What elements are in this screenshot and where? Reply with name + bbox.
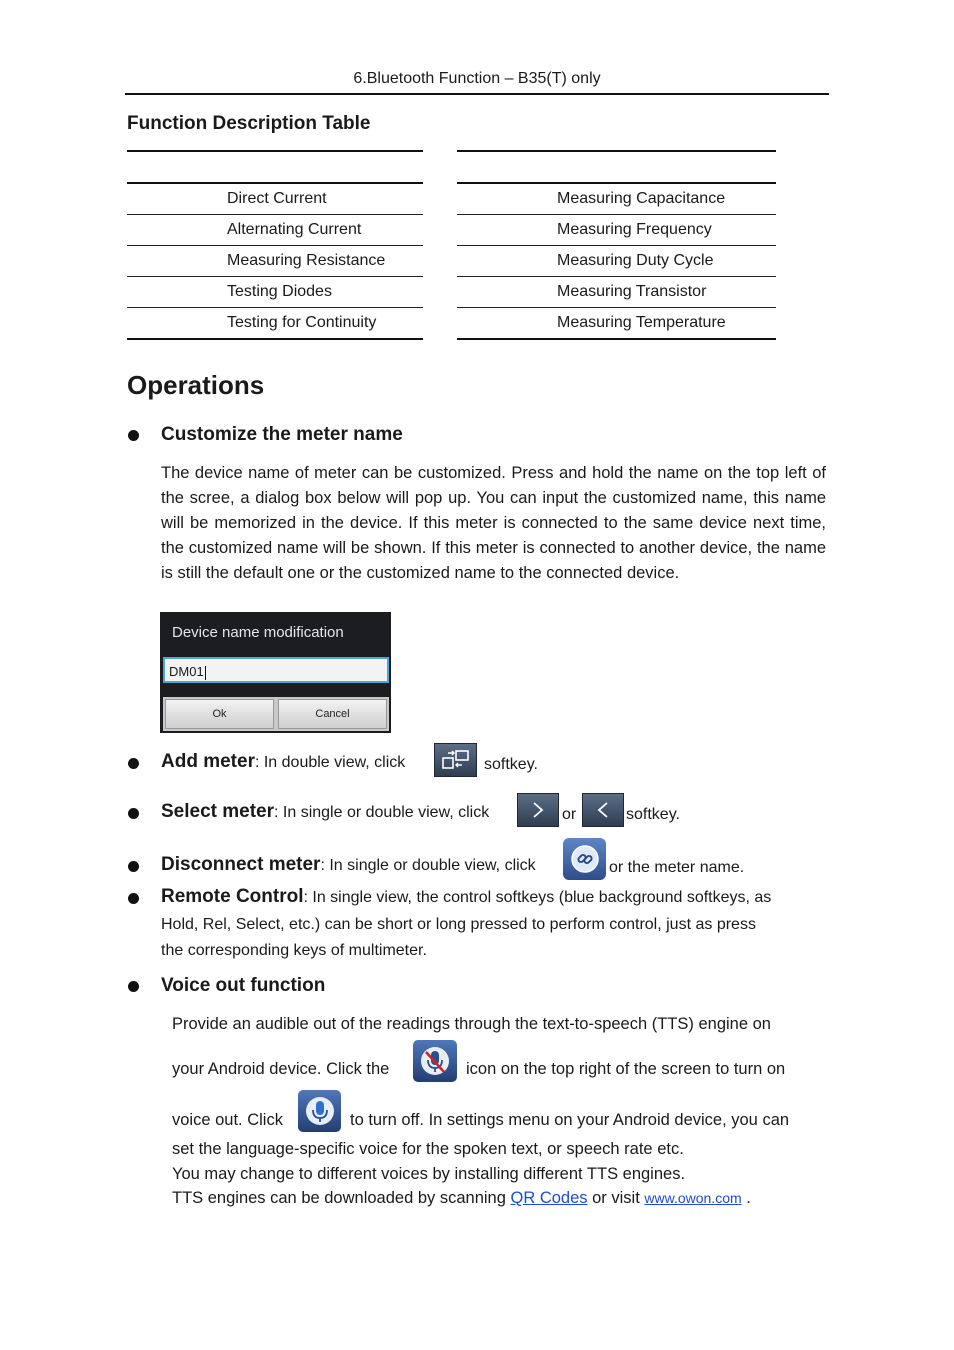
function-table-title: Function Description Table: [127, 113, 371, 134]
text-caret: [205, 666, 206, 680]
table-cell: Measuring Duty Cycle: [457, 246, 776, 277]
remote-control-text-3: the corresponding keys of multimeter.: [161, 942, 427, 959]
table-cell: Testing for Continuity: [127, 308, 423, 340]
select-meter-text: : In single or double view, click: [274, 804, 490, 821]
left-table-top-rule: [127, 150, 423, 152]
table-cell: Measuring Capacitance: [457, 183, 776, 215]
voice-out-text-3a: voice out. Click: [172, 1111, 283, 1129]
right-table-top-rule: [457, 150, 776, 152]
remote-control-text-1: : In single view, the control softkeys (blue background softkeys, as: [303, 889, 772, 906]
table-row: [457, 183, 776, 215]
table-row: [127, 308, 423, 340]
disconnect-meter-heading: Disconnect meter: [161, 854, 321, 875]
next-arrow-icon[interactable]: [517, 793, 559, 827]
bullet: [128, 758, 139, 769]
bullet: [128, 861, 139, 872]
table-cell: Measuring Frequency: [457, 215, 776, 246]
table-cell: Measuring Temperature: [457, 308, 776, 340]
qr-codes-link[interactable]: QR Codes: [510, 1189, 588, 1207]
bullet: [128, 893, 139, 904]
select-meter-heading: Select meter: [161, 801, 275, 822]
owon-website-link[interactable]: www.owon.com: [644, 1190, 742, 1206]
operations-heading: Operations: [127, 370, 265, 400]
voice-out-text-5: You may change to different voices by installing different TTS engines.: [172, 1165, 686, 1183]
add-meter-text: : In double view, click: [254, 754, 406, 771]
prev-arrow-icon[interactable]: [582, 793, 624, 827]
function-table-right: [457, 182, 776, 340]
table-row: [127, 183, 423, 215]
table-row: [127, 246, 423, 277]
select-meter-or: or: [562, 806, 577, 823]
period-text: .: [746, 1189, 751, 1207]
table-cell: Alternating Current: [127, 215, 423, 246]
voice-out-heading: Voice out function: [161, 975, 326, 996]
customize-heading: Customize the meter name: [161, 424, 403, 445]
disconnect-meter-suffix: or the meter name.: [609, 859, 745, 876]
voice-out-text-6: [172, 1189, 751, 1208]
voice-out-text-2a: your Android device. Click the: [172, 1060, 390, 1078]
table-row: [457, 246, 776, 277]
table-row: [457, 215, 776, 246]
voice-out-text-1: Provide an audible out of the readings through the text-to-speech (TTS) engine on: [172, 1015, 771, 1033]
header-rule: [125, 93, 829, 95]
bluetooth-link-icon[interactable]: [563, 838, 606, 880]
tts-download-text: TTS engines can be downloaded by scanning: [172, 1189, 506, 1207]
input-value: DM01: [169, 664, 204, 679]
mic-icon[interactable]: [298, 1090, 341, 1132]
table-row: [457, 308, 776, 340]
voice-out-text-3b: to turn off. In settings menu on your Android device, you can: [350, 1111, 790, 1129]
add-meter-softkey-icon[interactable]: [434, 743, 477, 777]
device-name-input[interactable]: [163, 657, 389, 683]
page-header: 6.Bluetooth Function – B35(T) only: [353, 70, 601, 87]
mic-muted-icon[interactable]: [413, 1040, 457, 1082]
device-name-dialog: [160, 612, 391, 733]
table-cell: Testing Diodes: [127, 277, 423, 308]
add-meter-line: [161, 751, 405, 773]
customize-body: The device name of meter can be customized. Press and hold the name on the top left of the scree, a dialog box below will pop up. You can input the customized name, this name will be memorized in the device. If this meter is connected to the same device next time, the customized name will be shown. If this meter is connected to another device, the name is still the default one or the customized name to the connected device.: [161, 464, 826, 582]
table-cell: Direct Current: [127, 183, 423, 215]
table-row: [127, 215, 423, 246]
table-row: [457, 277, 776, 308]
bullet: [128, 430, 139, 441]
cancel-button[interactable]: Cancel: [278, 699, 387, 729]
bullet: [128, 808, 139, 819]
bullet: [128, 981, 139, 992]
disconnect-meter-line: [161, 854, 536, 876]
select-meter-suffix: softkey.: [626, 806, 680, 823]
remote-control-line: [161, 886, 771, 908]
or-visit-text: or visit: [592, 1189, 640, 1207]
dialog-button-bar: [163, 697, 389, 731]
voice-out-text-4: set the language-specific voice for the spoken text, or speech rate etc.: [172, 1140, 684, 1158]
disconnect-meter-text: : In single or double view, click: [320, 857, 536, 874]
table-cell: Measuring Resistance: [127, 246, 423, 277]
dialog-title: Device name modification: [172, 624, 344, 641]
table-cell: Measuring Transistor: [457, 277, 776, 308]
remote-control-heading: Remote Control: [161, 886, 304, 907]
add-meter-suffix: softkey.: [484, 756, 538, 773]
add-meter-heading: Add meter: [161, 751, 255, 772]
table-row: [127, 277, 423, 308]
remote-control-text-2: Hold, Rel, Select, etc.) can be short or long pressed to perform control, just as press: [161, 916, 756, 933]
function-table-left: [127, 182, 423, 340]
voice-out-text-2b: icon on the top right of the screen to turn on: [466, 1060, 786, 1078]
select-meter-line: [161, 801, 489, 823]
ok-button[interactable]: Ok: [165, 699, 274, 729]
